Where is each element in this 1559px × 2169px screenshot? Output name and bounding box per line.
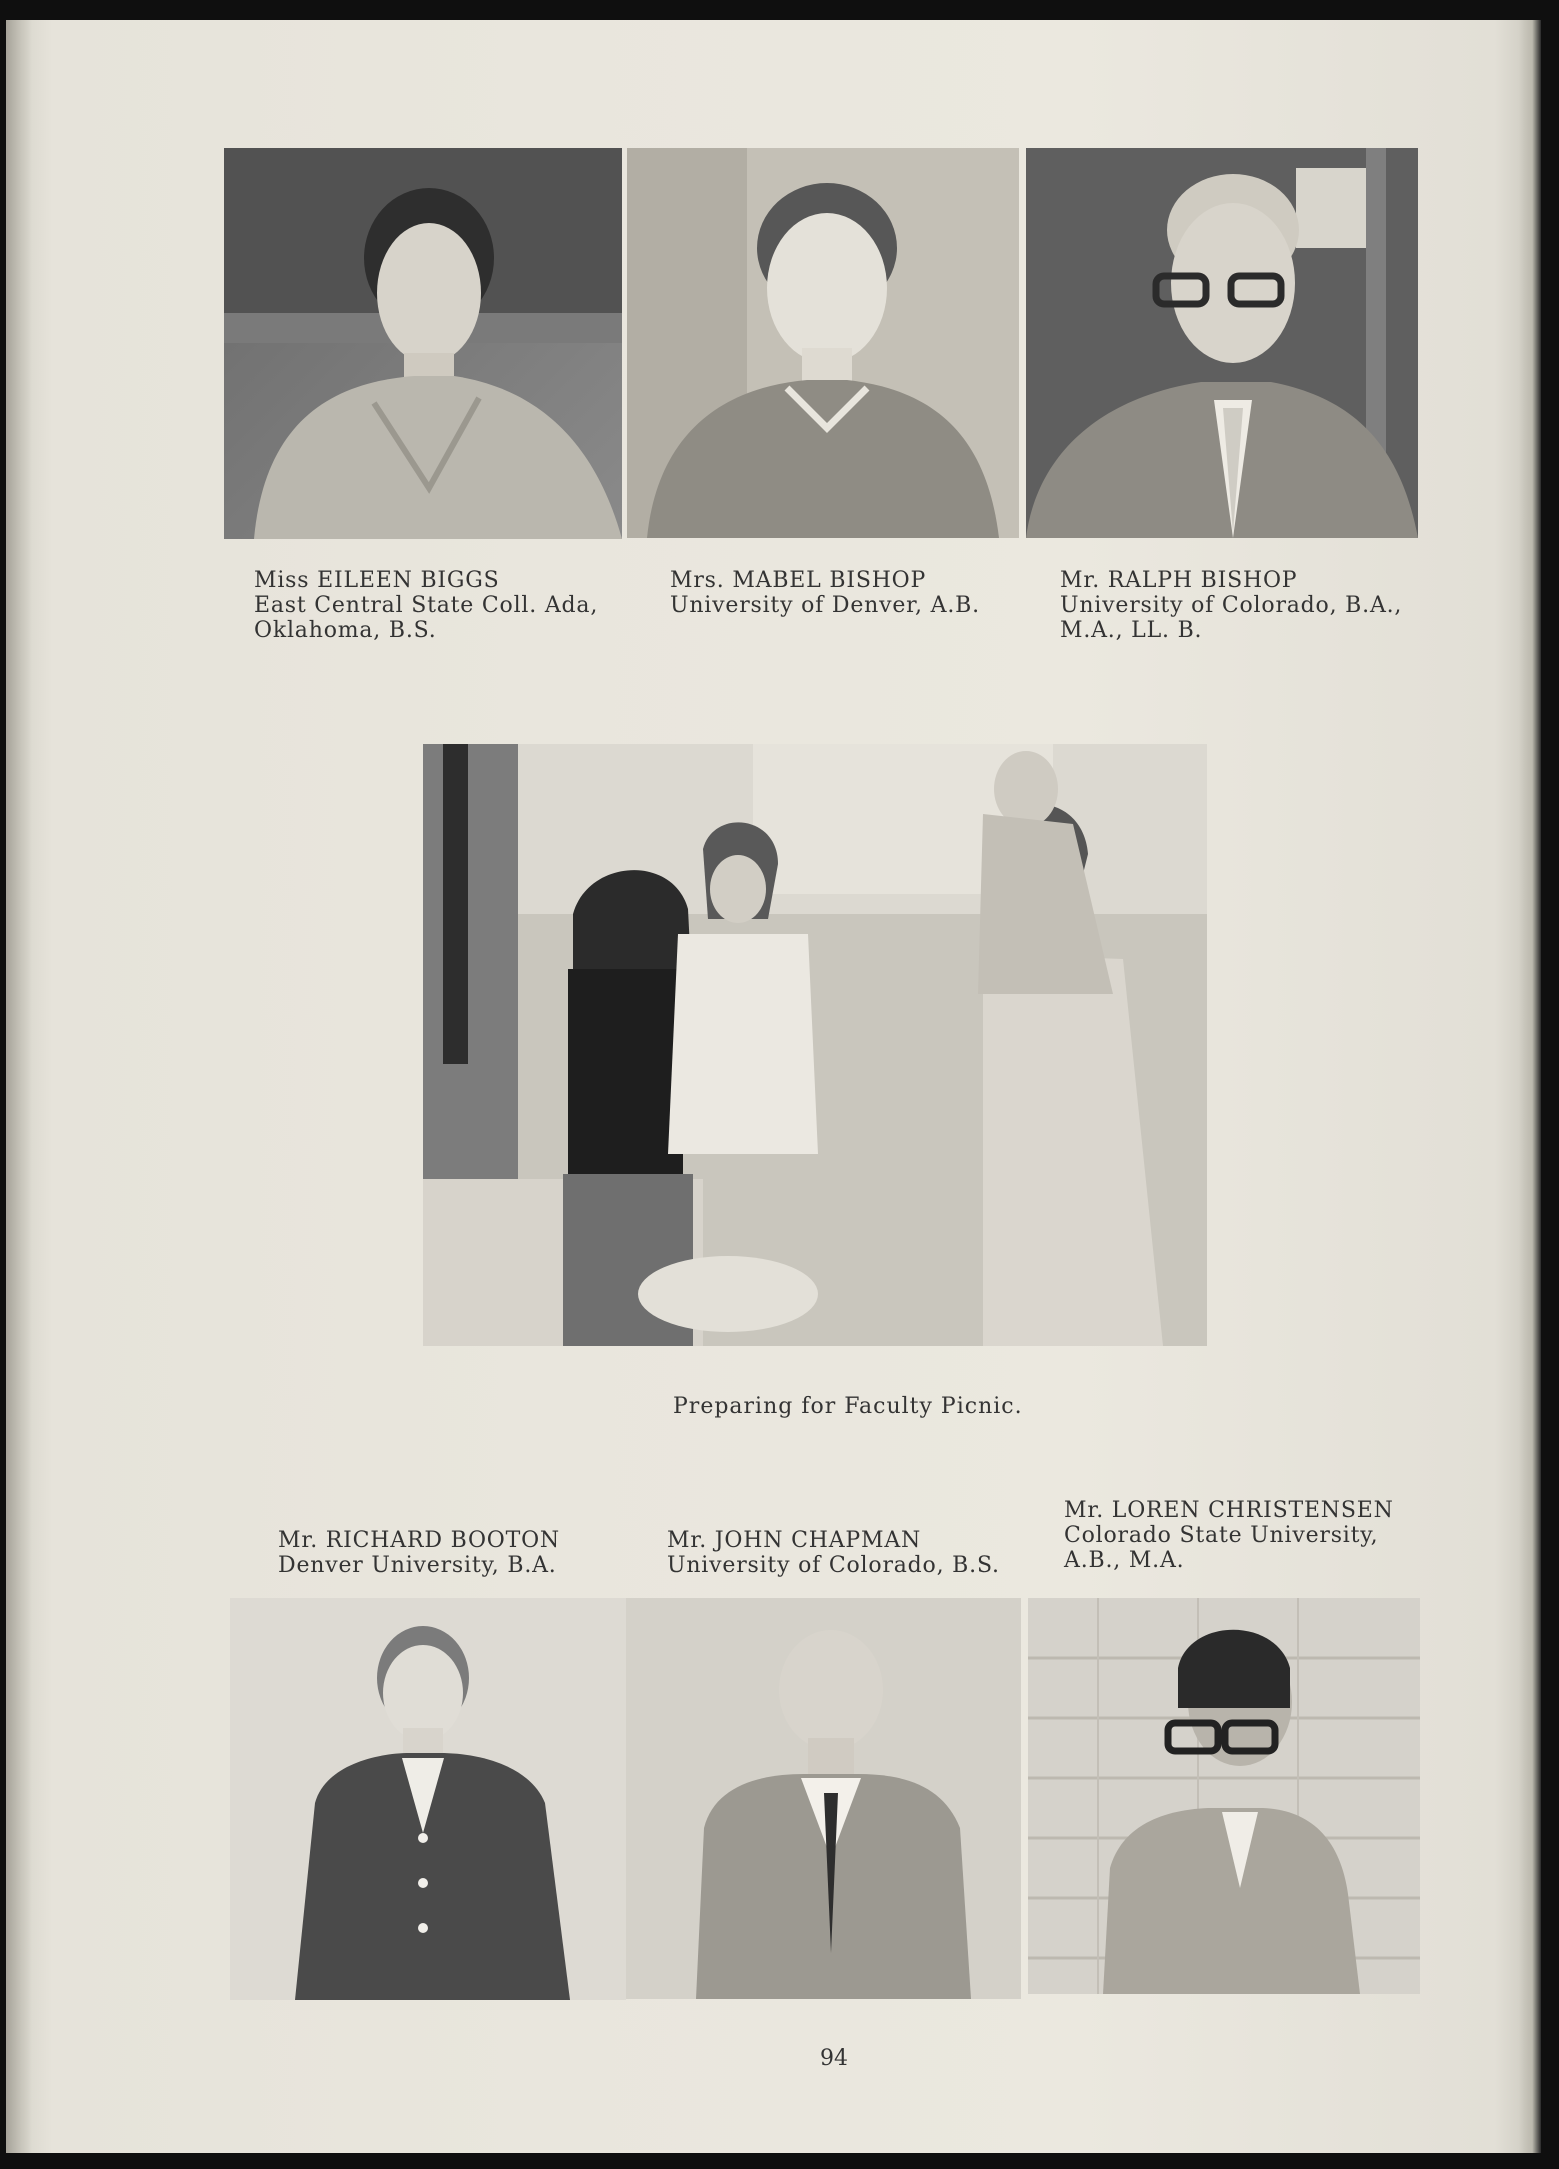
faculty-education-line1: University of Colorado, B.S. [667, 1553, 1000, 1578]
faculty-name: Miss EILEEN BIGGS [254, 568, 500, 593]
caption-ralph-bishop [1060, 568, 1402, 643]
faculty-education-line2: M.A., LL. B. [1060, 618, 1203, 643]
faculty-name: Mr. JOHN CHAPMAN [667, 1528, 922, 1553]
group-photo-caption: Preparing for Faculty Picnic. [673, 1394, 1023, 1419]
faculty-education-line2: A.B., M.A. [1064, 1548, 1185, 1573]
faculty-education-line1: East Central State Coll. Ada, [254, 593, 599, 618]
caption-john-chapman [667, 1528, 1000, 1578]
portrait-richard-booton [230, 1598, 626, 2000]
faculty-name: Mr. LOREN CHRISTENSEN [1064, 1498, 1394, 1523]
faculty-education-line1: University of Colorado, B.A., [1060, 593, 1403, 618]
portrait-john-chapman [626, 1598, 1021, 1999]
portrait-mabel-bishop [627, 148, 1019, 538]
faculty-name: Mr. RICHARD BOOTON [278, 1528, 560, 1553]
faculty-education-line1: Colorado State University, [1064, 1523, 1379, 1548]
yearbook-page [6, 20, 1541, 2153]
portrait-ralph-bishop [1026, 148, 1418, 538]
caption-loren-christensen [1064, 1498, 1394, 1573]
faculty-name: Mrs. MABEL BISHOP [670, 568, 927, 593]
faculty-education-line1: Denver University, B.A. [278, 1553, 557, 1578]
right-page-edge [1519, 20, 1541, 2153]
faculty-name: Mr. RALPH BISHOP [1060, 568, 1298, 593]
portrait-loren-christensen [1028, 1598, 1420, 1994]
caption-richard-booton [278, 1528, 560, 1578]
left-page-edge [6, 20, 32, 2153]
faculty-education-line2: Oklahoma, B.S. [254, 618, 437, 643]
group-photo-preparing-faculty-picnic [423, 744, 1207, 1346]
portrait-eileen-biggs [224, 148, 622, 539]
caption-mabel-bishop [670, 568, 980, 618]
caption-eileen-biggs [254, 568, 598, 643]
page-number: 94 [820, 2046, 848, 2071]
faculty-education-line1: University of Denver, A.B. [670, 593, 980, 618]
